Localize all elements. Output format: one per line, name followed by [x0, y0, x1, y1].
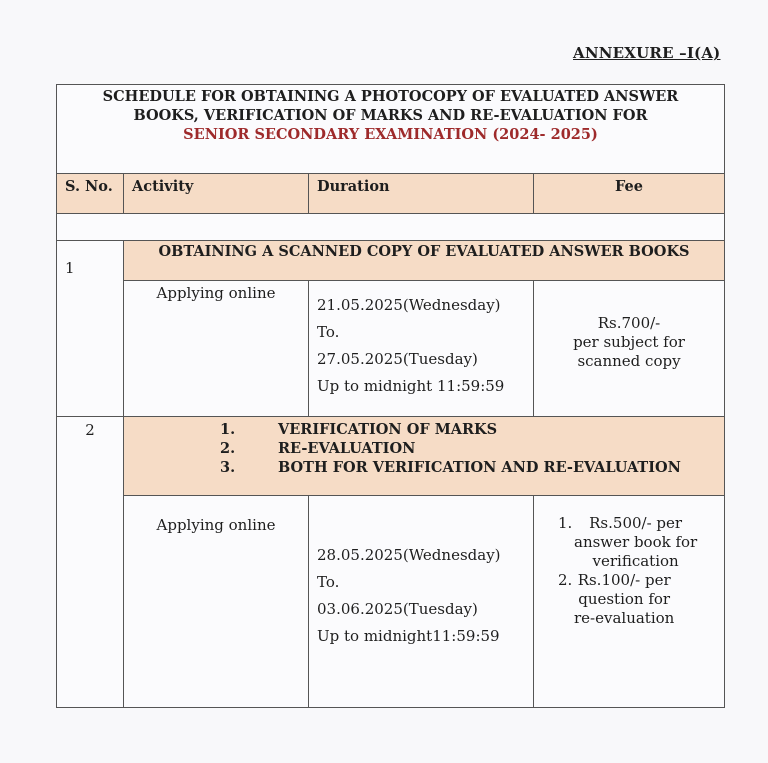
row1-duration-to: To.: [317, 323, 340, 341]
row2-activity: Applying online: [124, 496, 309, 708]
table-title: [57, 85, 724, 174]
title-line-1: SCHEDULE FOR OBTAINING A PHOTOCOPY OF EVALUATED ANSWER: [102, 88, 679, 105]
spacer-row: [57, 214, 724, 241]
annexure-label: ANNEXURE –I(A): [573, 44, 721, 62]
row1-duration: [309, 281, 534, 417]
row1-section-title: OBTAINING A SCANNED COPY OF EVALUATED ANSWER BOOKS: [124, 241, 724, 281]
header-fee: Fee: [534, 174, 724, 214]
row1-fee-line3: scanned copy: [577, 352, 681, 370]
schedule-table: [56, 84, 725, 708]
row1-duration-time: Up to midnight 11:59:59: [317, 377, 505, 395]
title-line-2: BOOKS, VERIFICATION OF MARKS AND RE-EVALUATION FOR: [133, 107, 648, 124]
row1-duration-start: 21.05.2025(Wednesday): [317, 296, 501, 314]
row2-section-item-3: 3. BOTH FOR VERIFICATION AND RE-EVALUATION: [220, 459, 681, 476]
row1-fee-amount: Rs.700/-: [597, 314, 661, 332]
header-sno: S. No.: [57, 174, 124, 214]
row2-duration: [309, 496, 534, 708]
header-duration: Duration: [309, 174, 534, 214]
row2-duration-start: 28.05.2025(Wednesday): [317, 546, 501, 564]
row2-sno: 2: [57, 417, 124, 708]
row2-section-item-2: 2. RE-EVALUATION: [220, 440, 416, 457]
header-activity: Activity: [124, 174, 309, 214]
row2-duration-time: Up to midnight11:59:59: [317, 627, 500, 645]
row2-fee: [534, 496, 724, 708]
row2-section-list: [124, 417, 724, 496]
row2-fee-item-2: 2. Rs.100/- per question for re-evaluation: [558, 571, 675, 627]
row1-duration-end: 27.05.2025(Tuesday): [317, 350, 478, 368]
title-line-3: SENIOR SECONDARY EXAMINATION (2024- 2025): [183, 126, 598, 143]
row1-activity: Applying online: [124, 281, 309, 417]
row2-duration-to: To.: [317, 573, 340, 591]
row2-section-item-1: 1. VERIFICATION OF MARKS: [220, 421, 498, 438]
row2-fee-item-1: 1. Rs.500/- per answer book for verification: [558, 514, 698, 570]
row1-fee-line2: per subject for: [573, 333, 685, 351]
row1-fee: [534, 281, 724, 417]
row1-sno: 1: [57, 241, 124, 417]
row2-duration-end: 03.06.2025(Tuesday): [317, 600, 478, 618]
